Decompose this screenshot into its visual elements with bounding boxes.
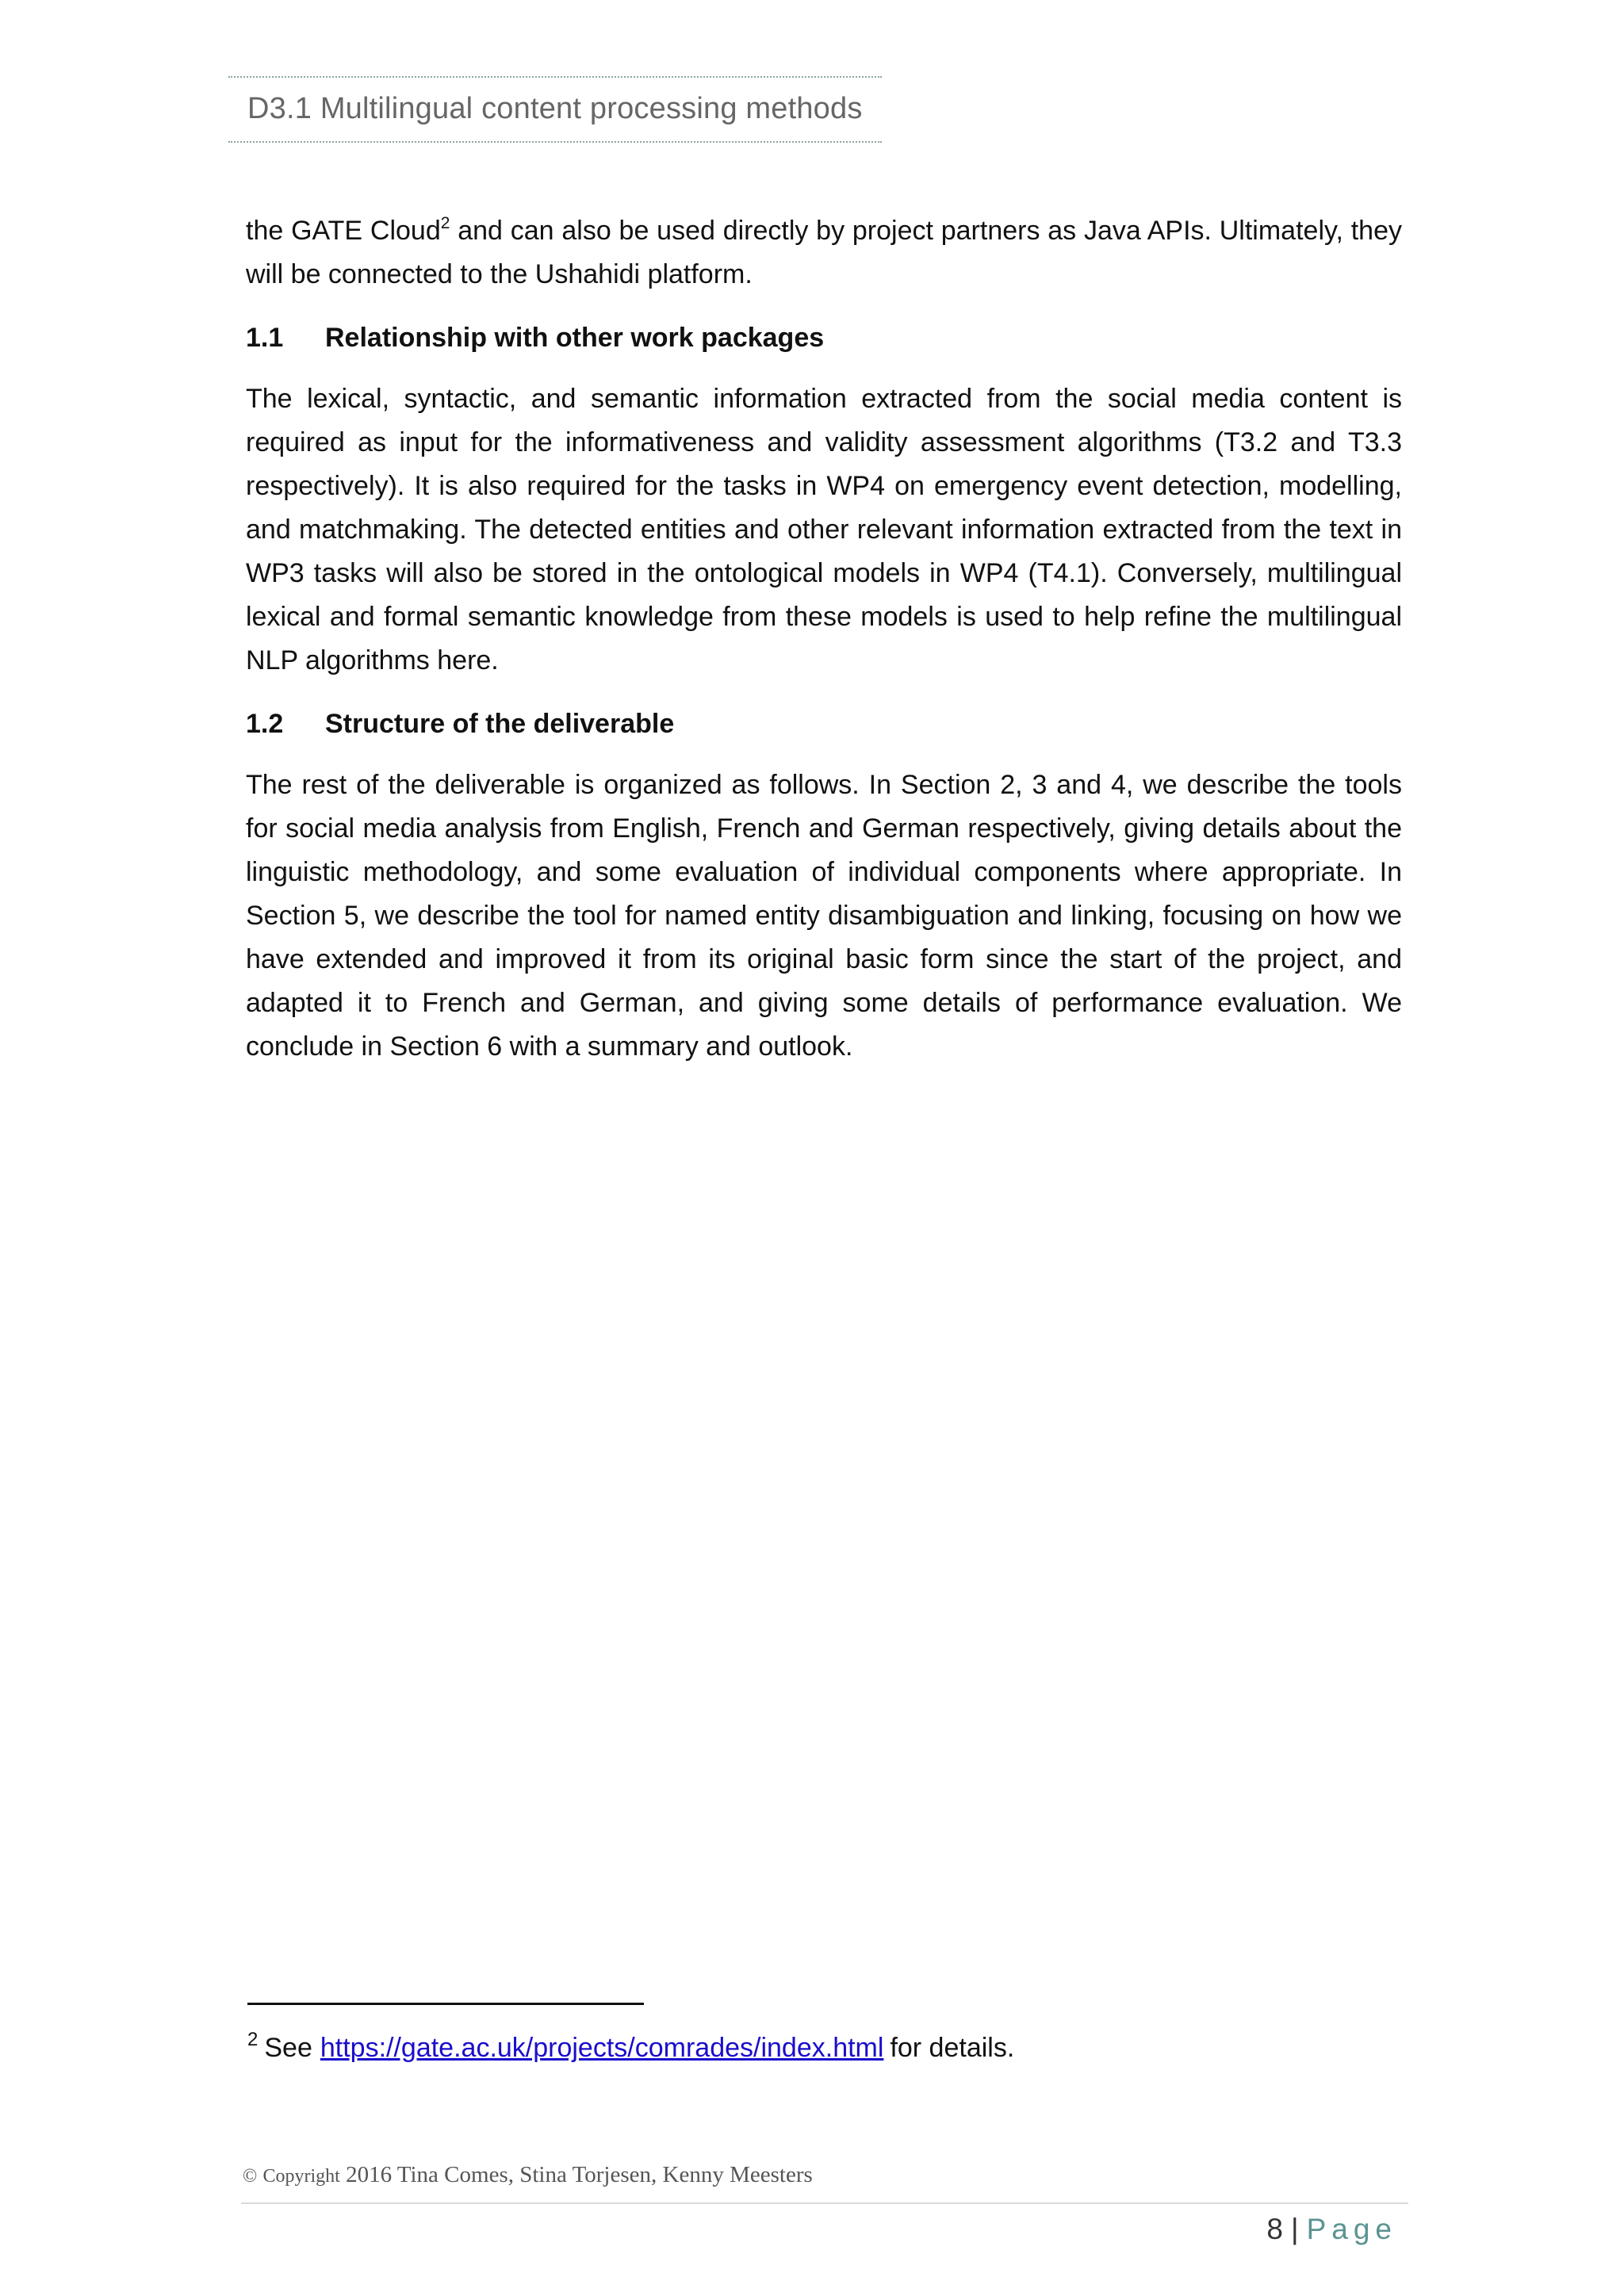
section-number: 1.2 xyxy=(246,709,284,739)
footnote-divider xyxy=(247,2003,644,2005)
page-label: Page xyxy=(1306,2213,1397,2245)
intro-text-end: and can also be used directly by project partners as Java APIs. Ultimately, they will be connected to the Ushahidi platform. xyxy=(246,216,1402,289)
main-content xyxy=(246,209,1402,1089)
footnote xyxy=(247,2028,1278,2068)
intro-paragraph xyxy=(246,209,1402,297)
intro-text-start: the GATE Cloud xyxy=(246,216,441,246)
copyright-text: 2016 Tina Comes, Stina Torjesen, Kenny Meesters xyxy=(346,2162,813,2187)
footnote-marker: 2 xyxy=(247,2029,259,2050)
section-heading xyxy=(246,317,1402,358)
copyright-notice xyxy=(243,2162,813,2188)
page-header xyxy=(228,76,882,143)
section-title: Relationship with other work packages xyxy=(325,323,825,353)
footnote-suffix: for details. xyxy=(890,2033,1015,2063)
section-heading xyxy=(246,703,1402,744)
section-title: Structure of the deliverable xyxy=(325,709,675,739)
footnote-reference[interactable]: 2 xyxy=(440,214,450,232)
section-structure xyxy=(246,703,1402,1069)
page-number xyxy=(1266,2213,1397,2246)
footnote-link[interactable]: https://gate.ac.uk/projects/comrades/index.html xyxy=(320,2033,884,2063)
page-separator: | xyxy=(1290,2213,1299,2245)
section-relationship xyxy=(246,317,1402,683)
footnote-prefix: See xyxy=(264,2033,312,2063)
copyright-symbol: © xyxy=(243,2166,258,2187)
copyright-word: Copyright xyxy=(262,2166,340,2187)
section-body: The rest of the deliverable is organized as follows. In Section 2, 3 and 4, we describe the tools for social media analysis from English, French and German respectively, giving details about the linguistic methodology, and some evaluation of individual components where appropriate. In Section 5, we describe the tool for named entity disambiguation and linking, focusing on how we have extended and improved it from its original basic form since the start of the project, and adapted it to French and German, and giving some details of performance evaluation. We conclude in Section 6 with a summary and outlook. xyxy=(246,770,1402,1062)
footer-divider xyxy=(241,2202,1408,2204)
section-body: The lexical, syntactic, and semantic information extracted from the social media content is required as input for the informativeness and validity assessment algorithms (T3.2 and T3.3 respectively). It is also required for the tasks in WP4 on emergency event detection, modelling, and matchmaking. The detected entities and other relevant information extracted from the text in WP3 tasks will also be stored in the ontological models in WP4 (T4.1). Conversely, multilingual lexical and formal semantic knowledge from these models is used to help refine the multilingual NLP algorithms here. xyxy=(246,384,1402,675)
section-number: 1.1 xyxy=(246,323,284,353)
document-title: D3.1 Multilingual content processing methods xyxy=(247,92,863,125)
page-number-value: 8 xyxy=(1266,2213,1283,2245)
